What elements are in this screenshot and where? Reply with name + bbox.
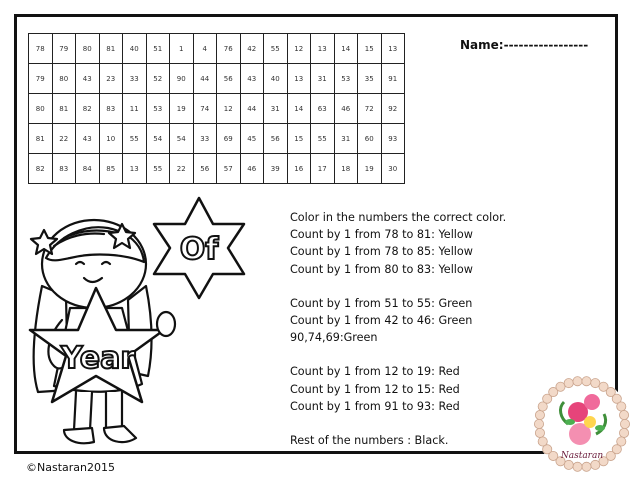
grid-cell: 82 bbox=[29, 154, 53, 184]
grid-cell: 78 bbox=[29, 34, 53, 64]
grid-cell: 60 bbox=[358, 124, 382, 154]
grid-cell: 45 bbox=[240, 124, 264, 154]
instruction-red-3: Count by 1 from 91 to 93: Red bbox=[290, 399, 460, 413]
stamp-text: Nastaran bbox=[560, 451, 604, 461]
grid-cell: 53 bbox=[334, 64, 358, 94]
grid-cell: 4 bbox=[193, 34, 217, 64]
grid-cell: 69 bbox=[217, 124, 241, 154]
grid-cell: 79 bbox=[29, 64, 53, 94]
grid-cell: 39 bbox=[264, 154, 288, 184]
grid-cell: 35 bbox=[358, 64, 382, 94]
instruction-green-3: 90,74,69:Green bbox=[290, 331, 378, 345]
grid-cell: 11 bbox=[123, 94, 147, 124]
grid-cell: 18 bbox=[334, 154, 358, 184]
grid-cell: 19 bbox=[358, 154, 382, 184]
grid-cell: 81 bbox=[52, 94, 76, 124]
instruction-yellow-3: Count by 1 from 80 to 83: Yellow bbox=[290, 262, 473, 276]
grid-cell: 14 bbox=[287, 94, 311, 124]
grid-cell: 53 bbox=[146, 94, 170, 124]
grid-cell: 57 bbox=[217, 154, 241, 184]
grid-cell: 46 bbox=[240, 154, 264, 184]
grid-cell: 72 bbox=[358, 94, 382, 124]
grid-cell: 22 bbox=[52, 124, 76, 154]
grid-cell: 13 bbox=[123, 154, 147, 184]
number-grid bbox=[28, 33, 405, 184]
grid-row bbox=[29, 94, 405, 124]
instructions-heading: Color in the numbers the correct color. bbox=[290, 211, 507, 224]
grid-cell: 15 bbox=[287, 124, 311, 154]
grid-cell: 14 bbox=[334, 34, 358, 64]
grid-cell: 63 bbox=[311, 94, 335, 124]
grid-cell: 15 bbox=[358, 34, 382, 64]
grid-cell: 90 bbox=[170, 64, 194, 94]
grid-cell: 22 bbox=[170, 154, 194, 184]
grid-cell: 85 bbox=[99, 154, 123, 184]
grid-cell: 19 bbox=[170, 94, 194, 124]
grid-cell: 12 bbox=[217, 94, 241, 124]
grid-cell: 84 bbox=[76, 154, 100, 184]
grid-cell: 30 bbox=[381, 154, 405, 184]
grid-cell: 40 bbox=[123, 34, 147, 64]
grid-cell: 83 bbox=[99, 94, 123, 124]
grid-cell: 56 bbox=[264, 124, 288, 154]
grid-cell: 93 bbox=[381, 124, 405, 154]
grid-cell: 12 bbox=[287, 34, 311, 64]
grid-cell: 55 bbox=[311, 124, 335, 154]
grid-cell: 23 bbox=[99, 64, 123, 94]
grid-row bbox=[29, 34, 405, 64]
grid-cell: 44 bbox=[193, 64, 217, 94]
instruction-green-1: Count by 1 from 51 to 55: Green bbox=[290, 296, 473, 310]
grid-cell: 33 bbox=[123, 64, 147, 94]
grid-cell: 17 bbox=[311, 154, 335, 184]
instruction-yellow-2: Count by 1 from 78 to 85: Yellow bbox=[290, 245, 473, 259]
grid-cell: 80 bbox=[76, 34, 100, 64]
grid-cell: 54 bbox=[170, 124, 194, 154]
grid-cell: 79 bbox=[52, 34, 76, 64]
grid-cell: 54 bbox=[146, 124, 170, 154]
grid-cell: 82 bbox=[76, 94, 100, 124]
grid-cell: 56 bbox=[193, 154, 217, 184]
grid-cell: 55 bbox=[264, 34, 288, 64]
grid-cell: 56 bbox=[217, 64, 241, 94]
instruction-red-1: Count by 1 from 12 to 19: Red bbox=[290, 365, 460, 379]
instruction-green-2: Count by 1 from 42 to 46: Green bbox=[290, 313, 473, 327]
grid-cell: 81 bbox=[99, 34, 123, 64]
grid-cell: 40 bbox=[264, 64, 288, 94]
grid-row bbox=[29, 154, 405, 184]
instruction-yellow-1: Count by 1 from 78 to 81: Yellow bbox=[290, 228, 473, 242]
grid-cell: 92 bbox=[381, 94, 405, 124]
grid-cell: 55 bbox=[123, 124, 147, 154]
grid-cell: 91 bbox=[381, 64, 405, 94]
grid-cell: 74 bbox=[193, 94, 217, 124]
grid-cell: 46 bbox=[334, 94, 358, 124]
grid-cell: 43 bbox=[240, 64, 264, 94]
grid-cell: 80 bbox=[52, 64, 76, 94]
grid-cell: 43 bbox=[76, 124, 100, 154]
grid-cell: 51 bbox=[146, 34, 170, 64]
grid-cell: 80 bbox=[29, 94, 53, 124]
grid-cell: 31 bbox=[311, 64, 335, 94]
grid-cell: 31 bbox=[334, 124, 358, 154]
grid-cell: 13 bbox=[381, 34, 405, 64]
instruction-rest: Rest of the numbers : Black. bbox=[290, 433, 449, 447]
grid-cell: 43 bbox=[76, 64, 100, 94]
grid-cell: 52 bbox=[146, 64, 170, 94]
grid-cell: 44 bbox=[240, 94, 264, 124]
instruction-red-2: Count by 1 from 12 to 15: Red bbox=[290, 382, 460, 396]
grid-cell: 10 bbox=[99, 124, 123, 154]
grid-row bbox=[29, 64, 405, 94]
girl-with-star-illustration bbox=[24, 216, 204, 460]
grid-cell: 33 bbox=[193, 124, 217, 154]
hex-star-word: Of bbox=[179, 232, 219, 267]
grid-cell: 81 bbox=[29, 124, 53, 154]
copyright-credit: ©Nastaran2015 bbox=[26, 461, 115, 474]
name-label: Name:----------------- bbox=[460, 38, 589, 52]
grid-cell: 13 bbox=[287, 64, 311, 94]
grid-row bbox=[29, 124, 405, 154]
grid-cell: 83 bbox=[52, 154, 76, 184]
big-star-word: Year bbox=[60, 341, 136, 376]
grid-cell: 13 bbox=[311, 34, 335, 64]
nastaran-stamp-logo bbox=[530, 372, 634, 476]
grid-cell: 42 bbox=[240, 34, 264, 64]
grid-cell: 76 bbox=[217, 34, 241, 64]
grid-cell: 31 bbox=[264, 94, 288, 124]
grid-cell: 55 bbox=[146, 154, 170, 184]
grid-cell: 16 bbox=[287, 154, 311, 184]
grid-cell: 1 bbox=[170, 34, 194, 64]
